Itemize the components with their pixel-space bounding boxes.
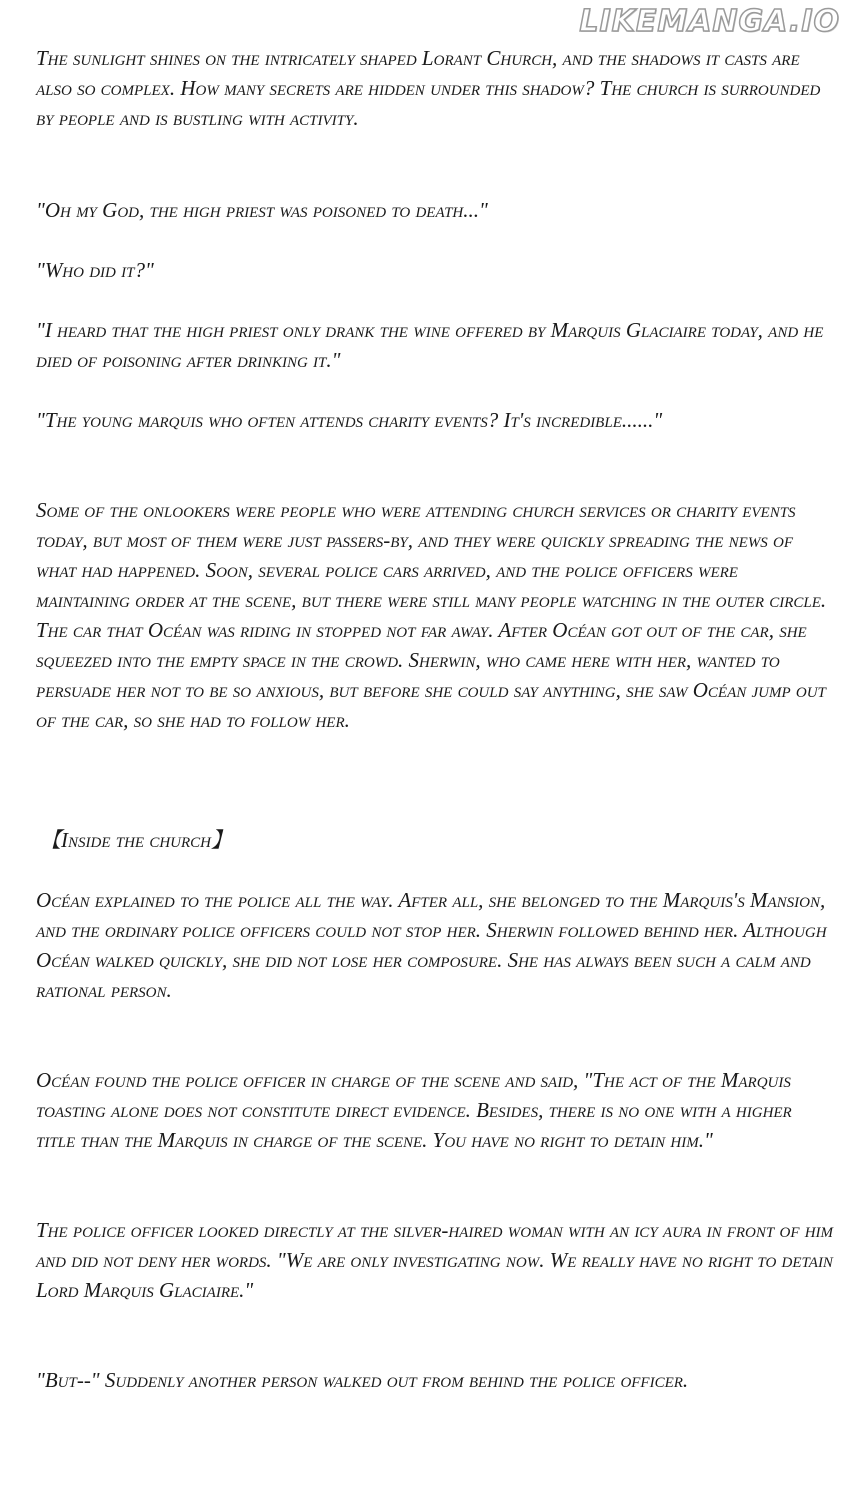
onlookers-paragraph: Some of the onlookers were people who were attending church services or charity events today, but most of them were just passers-by, and they were quickly spreading the news of what had happened. Soon, several police cars arrived, and the police officers were maintaining order at the scene, but there were still many people watching in the outer circle. The car that Océan was riding in stopped not far away. After Océan got out of the car, she squeezed into the empty space in the crowd. Sherwin, who came here with her, wanted to persuade her not to be so anxious, but before she could say anything, she saw Océan jump out of the car, so she had to follow her. — [36, 498, 827, 732]
explained-paragraph: Océan explained to the police all the way. After all, she belonged to the Marquis's Mansion, and the ordinary police officers could not stop her. Sherwin followed behind her. Although Océan walked quickly, she did not lose her composure. She has always been such a calm and rational person. — [36, 888, 827, 1002]
dialogue-line-3: "I heard that the high priest only drank the wine offered by Marquis Glaciaire today, and he died of poisoning after drinking it." — [36, 318, 824, 372]
dialogue-line-2: "Who did it?" — [36, 258, 154, 282]
site-watermark: LIKEMANGA.IO — [579, 4, 840, 39]
dialogue-line-1: "Oh my God, the high priest was poisoned to death..." — [36, 198, 488, 222]
intro-paragraph: The sunlight shines on the intricately shaped Lorant Church, and the shadows it casts are also so complex. How many secrets are hidden under this shadow? The church is surrounded by people and is bustling with activity. — [36, 46, 821, 130]
but-paragraph: "But--" Suddenly another person walked out from behind the police officer. — [36, 1368, 689, 1392]
ocean-speech-paragraph: Océan found the police officer in charge of the scene and said, "The act of the Marquis toasting alone does not constitute direct evidence. Besides, there is no one with a higher title than the Marquis in charge of the scene. You have no right to detain him." — [36, 1068, 792, 1152]
dialogue-line-4: "The young marquis who often attends charity events? It's incredible......" — [36, 408, 663, 432]
scene-header: 【Inside the church】 — [40, 828, 232, 852]
officer-reply-paragraph: The police officer looked directly at the silver-haired woman with an icy aura in front of him and did not deny her words. "We are only investigating now. We really have no right to detain Lord Marquis Glaciaire." — [36, 1218, 834, 1302]
